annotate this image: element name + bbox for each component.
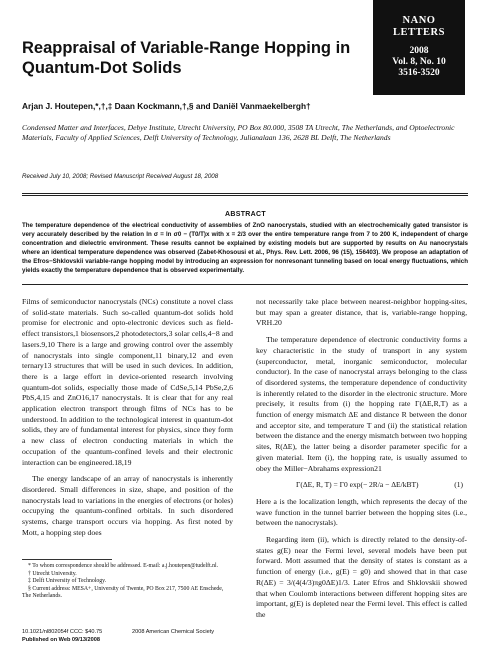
journal-name-line1: NANO <box>402 15 436 26</box>
doi-block <box>22 629 102 644</box>
equation-1 <box>256 480 467 491</box>
footnote: § Current address: MESA+, University of Twente, PO Box 217, 7500 AE Enschede, The Netherlands. <box>22 585 224 600</box>
footnote: * To whom correspondence should be addressed. E-mail: a.j.houtepen@tudelft.nl. <box>28 563 219 569</box>
journal-name <box>373 15 465 39</box>
paragraph: Regarding item (ii), which is directly related to the density-of-states g(E) near the Fermi level, several models have been put forward. Mott assumed that the density of states is constant as a function of energy (i.e., g(E) = g0) and showed that in that case R(ΔE) = 3/(4(4/3)πg0ΔE)1/3. Later Efros and Shklovskii showed that when Coulomb interactions between different hopping sites are important, g(E) is depleted near the Fermi level. This effect is called the <box>256 535 467 619</box>
divider-top-2 <box>22 195 468 196</box>
footnotes <box>22 563 233 601</box>
journal-name-line2: LETTERS <box>393 27 445 38</box>
right-column <box>256 297 467 627</box>
journal-volume: Vol. 8, No. 10 <box>392 57 446 67</box>
paragraph: The temperature dependence of electronic conductivity forms a key characteristic in the study of transport in any system (superconductor, metal, inorganic semiconductor, molecular conductor). In the case of nanocrystal arrays belonging to the class of disordered systems, the temperature dependence of conductivity is inherently related to the disorder in the electronic structure. More precisely, it results from (i) the hopping rate Γ(ΔE,R,T) as a function of energy mismatch ΔE and distance R between the donor and acceptor site, and temperature T and (ii) the statistical relation between the distance and the energy mismatch between two hopping sites, R(ΔE), the latter being a disorder parameter specific for a given material. Item (i), the hopping rate, is usually assumed to obey the Miller−Abrahams expression21 <box>256 335 467 473</box>
footnote: † Utrecht University. <box>28 570 77 577</box>
abstract-heading: ABSTRACT <box>225 211 266 218</box>
journal-issue <box>373 46 465 79</box>
divider-abstract <box>22 284 468 285</box>
affiliation: Condensed Matter and Interfaces, Debye Institute, Utrecht University, PO Box 80.000, 3508 TA Utrecht, The Netherlands, and Optoelectronic Materials, Faculty of Applied Sciences, Delft University of Technology, Julianalaan 136, 2628 BL Delft, The Netherlands <box>22 123 455 142</box>
doi: 10.1021/nl802054f CCC: $40.75 <box>22 629 103 635</box>
journal-year: 2008 <box>409 46 429 56</box>
journal-badge <box>373 0 465 95</box>
paragraph: Films of semiconductor nanocrystals (NCs) constitute a novel class of solid-state materials. Such so-called quantum-dot solids hold promise for electronic and opto-electronic devices such as field-effect transistors,1 biosensors,2 photodetectors,3 solar cells,4−8 and lasers.9,10 There is a large and growing control over the assembly of nanocrystals into single component,11 binary,12 and even ternary13 structures that will be used in such devices. In addition, there is a large effort in device-oriented research involving quantum-dot solids, especially those made of CdSe,5,14 PbSe,2,6 PbS,4,15 and ZnO16,17 nanocrystals. It is clear that for any real application electron transport through films of NCs has to be understood. In addition to the technological interest in quantum-dot solids, they are of fundamental interest for physics, since they form a new class of electron conducting materials in which the occupation of the quantum-confined levels and their electronic interaction can be engineered.18,19 <box>22 297 233 467</box>
footnote-divider <box>22 559 112 560</box>
paragraph: Here a is the localization length, which represents the decay of the wave function in the tunnel barrier between the hopping sites (i.e., between the nanocrystals). <box>256 496 467 528</box>
published-date: Published on Web 09/13/2008 <box>22 636 100 643</box>
paragraph: not necessarily take place between nearest-neighbor hopping-sites, but may span a greater distance, that is, variable-range hopping, VRH.20 <box>256 297 467 328</box>
paragraph: The energy landscape of an array of nanocrystals is inherently disordered. Small differences in size, shape, and position of the nanocrystals lead to variations in the energies of electrons (or holes) occupying the quantum-confined orbitals. In such disordered systems, charge transport occurs via hopping. As first noted by Mott, a hopping step does <box>22 474 233 537</box>
equation-number: (1) <box>454 480 463 490</box>
received-dates: Received July 10, 2008; Revised Manuscript Received August 18, 2008 <box>22 173 219 180</box>
journal-pages: 3516-3520 <box>398 68 440 78</box>
paper-title: Reappraisal of Variable-Range Hopping in Quantum-Dot Solids <box>22 39 351 77</box>
author-list: Arjan J. Houtepen,*,†,‡ Daan Kockmann,†,§ and Daniël Vanmaekelbergh† <box>22 101 311 111</box>
abstract-text: The temperature dependence of the electrical conductivity of assemblies of ZnO nanocrystals, studied with an electrochemically gated transistor is very accurately described by the relation ln σ = ln σ0 − (T0/T)x with x = 2/3 over the entire temperature range from 7 to 200 K, independent of charge concentration and dielectric environment. These results cannot be explained by existing models but are supported by results on Au nanocrystals where an identical temperature dependence was observed (Zabet-Khosousi et al., Phys. Rev. Lett. 2006, 96 (15), 156403). We propose an adaptation of the Efros−Shklovskii variable-range hopping model by introducing an expression for nonresonant tunneling based on local energy fluctuations, which yields exactly the temperature dependence that is observed experimentally. <box>22 222 468 275</box>
left-column <box>22 297 233 544</box>
divider-top <box>22 193 468 194</box>
equation-expression: Γ(ΔE, R, T) = Γ0 exp(− 2R/a − ΔE/kBT) <box>296 480 419 490</box>
footnote: ‡ Delft University of Technology. <box>28 578 107 585</box>
copyright: 2008 American Chemical Society <box>132 629 215 635</box>
